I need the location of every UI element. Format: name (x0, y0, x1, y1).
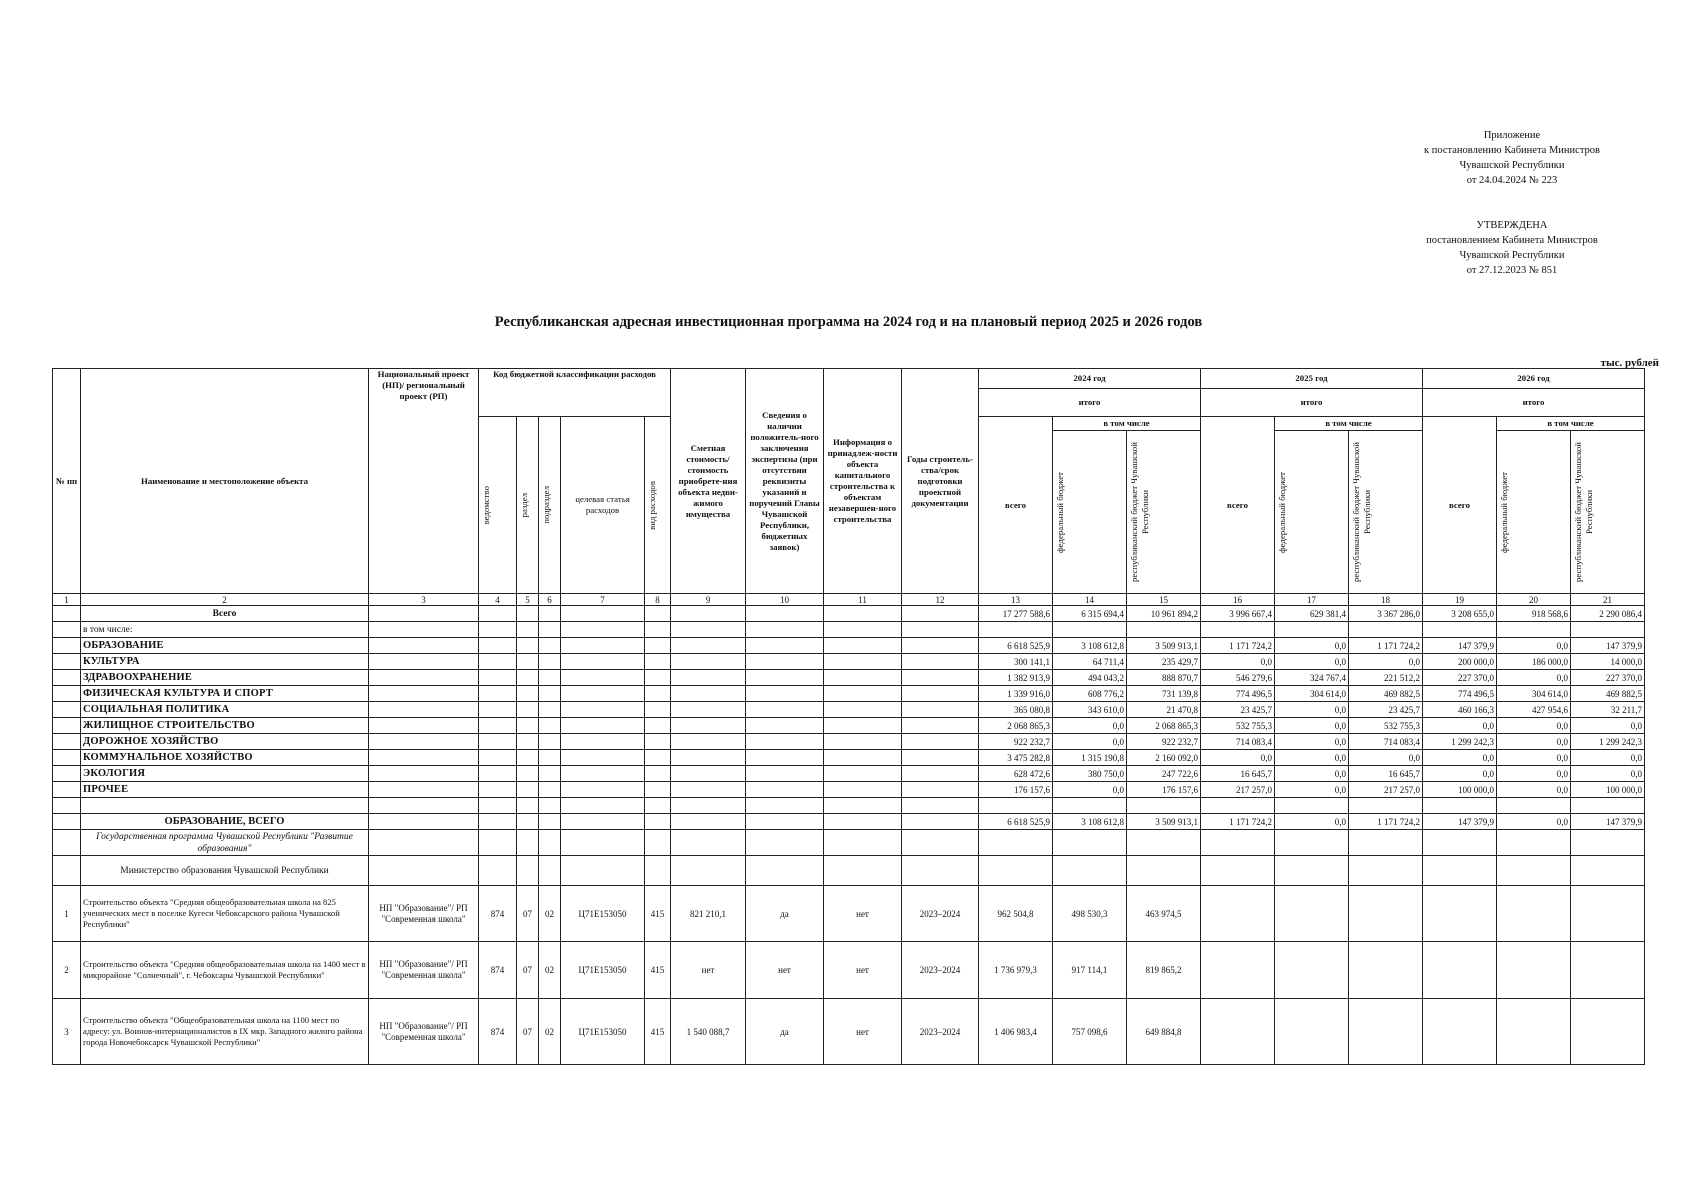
col-number-header: № пп (53, 369, 81, 594)
column-index-cell: 12 (902, 594, 979, 606)
section-value: 3 108 612,8 (1053, 638, 1127, 654)
section-value: 147 379,9 (1571, 638, 1645, 654)
object-value-2024-total: 1 736 979,3 (979, 942, 1053, 999)
object-number: 3 (53, 999, 81, 1065)
approved-line: от 27.12.2023 № 851 (1466, 265, 1558, 276)
section-value: 494 043,2 (1053, 670, 1127, 686)
section-value: 0,0 (1275, 702, 1349, 718)
section-value: 100 000,0 (1571, 782, 1645, 798)
section-value: 176 157,6 (979, 782, 1053, 798)
total-value: 629 381,4 (1275, 606, 1349, 622)
vtom-row (53, 622, 1645, 638)
razdel-header (517, 417, 539, 594)
section-row (53, 782, 1645, 798)
republic-label: республиканский бюджет Чувашской Республики (1129, 442, 1150, 582)
education-total-row (53, 814, 1645, 830)
section-name: ДОРОЖНОЕ ХОЗЯЙСТВО (81, 734, 369, 750)
itogo-2025: итого (1201, 389, 1423, 417)
section-value: 324 767,4 (1275, 670, 1349, 686)
republic-label: республиканский бюджет Чувашской Республики (1573, 442, 1594, 582)
object-row (53, 886, 1645, 942)
republic-2026-header (1571, 431, 1645, 594)
section-name: ОБРАЗОВАНИЕ (81, 638, 369, 654)
section-value: 0,0 (1497, 766, 1571, 782)
total-row (53, 606, 1645, 622)
column-index-cell: 14 (1053, 594, 1127, 606)
section-value: 532 755,3 (1349, 718, 1423, 734)
section-value: 922 232,7 (979, 734, 1053, 750)
object-years: 2023–2024 (902, 942, 979, 999)
section-value: 0,0 (1571, 718, 1645, 734)
section-value: 16 645,7 (1349, 766, 1423, 782)
section-row (53, 766, 1645, 782)
section-value: 1 339 916,0 (979, 686, 1053, 702)
section-value: 217 257,0 (1349, 782, 1423, 798)
section-value: 0,0 (1497, 638, 1571, 654)
section-value: 0,0 (1497, 670, 1571, 686)
section-row (53, 654, 1645, 670)
section-name: ЗДРАВООХРАНЕНИЕ (81, 670, 369, 686)
column-index-cell: 8 (645, 594, 671, 606)
section-value: 0,0 (1053, 782, 1127, 798)
section-value: 380 750,0 (1053, 766, 1127, 782)
object-cost: 821 210,1 (671, 886, 746, 942)
vtom-2025-header: в том числе (1275, 417, 1423, 431)
column-index-cell: 21 (1571, 594, 1645, 606)
section-value: 6 618 525,9 (979, 638, 1053, 654)
object-vr: 415 (645, 942, 671, 999)
column-index-cell: 19 (1423, 594, 1497, 606)
object-years: 2023–2024 (902, 886, 979, 942)
section-value: 0,0 (1349, 750, 1423, 766)
object-value-2024-federal: 757 098,6 (1053, 999, 1127, 1065)
section-value: 2 160 092,0 (1127, 750, 1201, 766)
object-row (53, 999, 1645, 1065)
section-value: 0,0 (1275, 734, 1349, 750)
appendix-line: Приложение (1483, 130, 1541, 141)
itogo-2026: итого (1423, 389, 1645, 417)
vr-header (645, 417, 671, 594)
section-value: 365 080,8 (979, 702, 1053, 718)
column-index-cell: 16 (1201, 594, 1275, 606)
section-value: 714 083,4 (1349, 734, 1423, 750)
col-cost-header: Сметная стоимость/ стоимость приобрете-ния объекта недви-жимого имущества (671, 369, 746, 594)
object-project: НП "Образование"/ РП "Современная школа" (369, 999, 479, 1065)
section-value: 3 509 913,1 (1127, 638, 1201, 654)
federal-label: федеральный бюджет (1499, 471, 1509, 553)
column-index-cell: 20 (1497, 594, 1571, 606)
education-total-value: 0,0 (1275, 814, 1349, 830)
appendix-line: Чувашской Республики (1459, 160, 1565, 171)
republic-2025-header (1349, 431, 1423, 594)
column-index-cell: 7 (561, 594, 645, 606)
column-index-cell: 11 (824, 594, 902, 606)
section-value: 532 755,3 (1201, 718, 1275, 734)
object-razdel: 07 (517, 999, 539, 1065)
approved-line: Чувашской Республики (1459, 250, 1565, 261)
approval-approved (1397, 218, 1627, 278)
total-value: 3 367 286,0 (1349, 606, 1423, 622)
section-value: 469 882,5 (1571, 686, 1645, 702)
section-name: ФИЗИЧЕСКАЯ КУЛЬТУРА И СПОРТ (81, 686, 369, 702)
total-value: 6 315 694,4 (1053, 606, 1127, 622)
object-value-2024-federal: 917 114,1 (1053, 942, 1127, 999)
object-expert: да (746, 999, 824, 1065)
object-value-2024-republic: 463 974,5 (1127, 886, 1201, 942)
section-value: 1 171 724,2 (1349, 638, 1423, 654)
column-index-cell: 3 (369, 594, 479, 606)
section-value: 0,0 (1497, 734, 1571, 750)
approved-line: постановлением Кабинета Министров (1426, 235, 1598, 246)
vr-label: вид расходов (647, 480, 657, 530)
section-value: 714 083,4 (1201, 734, 1275, 750)
object-number: 2 (53, 942, 81, 999)
section-value: 3 475 282,8 (979, 750, 1053, 766)
razdel-label: раздел (519, 492, 529, 518)
approved-line: УТВЕРЖДЕНА (1476, 220, 1548, 231)
section-value: 0,0 (1497, 718, 1571, 734)
total-value: 3 208 655,0 (1423, 606, 1497, 622)
section-value: 0,0 (1571, 750, 1645, 766)
section-value: 0,0 (1497, 782, 1571, 798)
approval-appendix (1397, 128, 1627, 188)
section-value: 14 000,0 (1571, 654, 1645, 670)
csr-header: целевая статья расходов (561, 417, 645, 594)
section-value: 774 496,5 (1423, 686, 1497, 702)
section-value: 2 068 865,3 (1127, 718, 1201, 734)
column-index-cell: 2 (81, 594, 369, 606)
units-label: тыс. рублей (1600, 357, 1659, 369)
vtom-label: в том числе: (81, 622, 369, 638)
section-value: 221 512,2 (1349, 670, 1423, 686)
section-value: 186 000,0 (1497, 654, 1571, 670)
total-value: 918 568,6 (1497, 606, 1571, 622)
section-value: 0,0 (1275, 638, 1349, 654)
section-value: 16 645,7 (1201, 766, 1275, 782)
republic-2024-header (1127, 431, 1201, 594)
section-value: 0,0 (1275, 782, 1349, 798)
col-expert-header: Сведения о наличии положитель-ного заключения экспертизы (при отсутствии реквизиты указаний и поручений Главы Чувашской Республики, бюджетных заявок) (746, 369, 824, 594)
section-value: 1 299 242,3 (1423, 734, 1497, 750)
section-value: 343 610,0 (1053, 702, 1127, 718)
total-label: Всего (81, 606, 369, 622)
vsego-2024-header: всего (979, 417, 1053, 594)
education-total-value: 1 171 724,2 (1349, 814, 1423, 830)
object-vedomstvo: 874 (479, 886, 517, 942)
program-name: Государственная программа Чувашской Республики "Развитие образования" (81, 830, 369, 856)
year-2025-header: 2025 год (1201, 369, 1423, 389)
section-value: 0,0 (1571, 766, 1645, 782)
object-podrazdel: 02 (539, 999, 561, 1065)
object-name: Строительство объекта "Средняя общеобразовательная школа на 1400 мест в микрорайоне "Солнечный", г. Чебоксары Чувашской Республики" (81, 942, 369, 999)
object-value-2024-federal: 498 530,3 (1053, 886, 1127, 942)
section-value: 1 299 242,3 (1571, 734, 1645, 750)
object-expert: нет (746, 942, 824, 999)
education-total-value: 6 618 525,9 (979, 814, 1053, 830)
col-kbk-header: Код бюджетной классификации расходов (479, 369, 671, 417)
education-total-value: 147 379,9 (1423, 814, 1497, 830)
object-csr: Ц71Е153050 (561, 942, 645, 999)
section-row (53, 670, 1645, 686)
appendix-line: к постановлению Кабинета Министров (1424, 145, 1600, 156)
education-total-value: 3 108 612,8 (1053, 814, 1127, 830)
education-total-value: 0,0 (1497, 814, 1571, 830)
section-value: 0,0 (1201, 654, 1275, 670)
column-index-row (53, 594, 1645, 606)
section-value: 0,0 (1275, 654, 1349, 670)
section-value: 2 068 865,3 (979, 718, 1053, 734)
section-value: 469 882,5 (1349, 686, 1423, 702)
vsego-2026-header: всего (1423, 417, 1497, 594)
object-value-2024-republic: 649 884,8 (1127, 999, 1201, 1065)
column-index-cell: 5 (517, 594, 539, 606)
federal-2024-header (1053, 431, 1127, 594)
object-expert: да (746, 886, 824, 942)
section-value: 0,0 (1275, 750, 1349, 766)
ministry-row (53, 856, 1645, 886)
section-value: 0,0 (1423, 766, 1497, 782)
ministry-name: Министерство образования Чувашской Республики (81, 856, 369, 886)
total-value: 2 290 086,4 (1571, 606, 1645, 622)
vtom-2024-header: в том числе (1053, 417, 1201, 431)
object-vedomstvo: 874 (479, 999, 517, 1065)
vsego-2025-header: всего (1201, 417, 1275, 594)
investment-table (52, 368, 1645, 1065)
section-value: 608 776,2 (1053, 686, 1127, 702)
section-value: 427 954,6 (1497, 702, 1571, 718)
section-value: 304 614,0 (1275, 686, 1349, 702)
object-podrazdel: 02 (539, 942, 561, 999)
section-value: 247 722,6 (1127, 766, 1201, 782)
section-value: 217 257,0 (1201, 782, 1275, 798)
section-value: 0,0 (1349, 654, 1423, 670)
year-2024-header: 2024 год (979, 369, 1201, 389)
section-row (53, 702, 1645, 718)
section-value: 731 139,8 (1127, 686, 1201, 702)
section-value: 1 315 190,8 (1053, 750, 1127, 766)
object-row (53, 942, 1645, 999)
itogo-2024: итого (979, 389, 1201, 417)
object-cost: 1 540 088,7 (671, 999, 746, 1065)
section-value: 227 370,0 (1423, 670, 1497, 686)
section-name: СОЦИАЛЬНАЯ ПОЛИТИКА (81, 702, 369, 718)
section-value: 0,0 (1423, 718, 1497, 734)
col-info-header: Информация о принадлеж-ности объекта капитального строительства к объектам незавершен-ного строительства (824, 369, 902, 594)
section-name: КУЛЬТУРА (81, 654, 369, 670)
column-index-cell: 10 (746, 594, 824, 606)
table-body (53, 594, 1645, 798)
object-vr: 415 (645, 886, 671, 942)
section-value: 922 232,7 (1127, 734, 1201, 750)
total-value: 10 961 894,2 (1127, 606, 1201, 622)
education-total-value: 1 171 724,2 (1201, 814, 1275, 830)
object-name: Строительство объекта "Общеобразовательная школа на 1100 мест по адресу: ул. Воинов-интернационалистов в IX мкр. Западного жилого района города Новочебоксарск Чувашской Республики" (81, 999, 369, 1065)
section-value: 546 279,6 (1201, 670, 1275, 686)
col-name-header: Наименование и местоположение объекта (81, 369, 369, 594)
column-index-cell: 9 (671, 594, 746, 606)
section-value: 460 166,3 (1423, 702, 1497, 718)
section-value: 300 141,1 (979, 654, 1053, 670)
education-total-label: ОБРАЗОВАНИЕ, ВСЕГО (81, 814, 369, 830)
section-value: 100 000,0 (1423, 782, 1497, 798)
section-name: КОММУНАЛЬНОЕ ХОЗЯЙСТВО (81, 750, 369, 766)
podrazdel-header (539, 417, 561, 594)
section-value: 32 211,7 (1571, 702, 1645, 718)
column-index-cell: 1 (53, 594, 81, 606)
object-csr: Ц71Е153050 (561, 999, 645, 1065)
object-name: Строительство объекта "Средняя общеобразовательная школа на 825 ученических мест в поселке Кугеси Чебоксарского района Чувашской Республики" (81, 886, 369, 942)
section-value: 0,0 (1423, 750, 1497, 766)
vedomstvo-header (479, 417, 517, 594)
col-project-header: Национальный проект (НП)/ региональный проект (РП) (369, 369, 479, 594)
section-value: 23 425,7 (1201, 702, 1275, 718)
republic-label: республиканский бюджет Чувашской Республики (1351, 442, 1372, 582)
column-index-cell: 18 (1349, 594, 1423, 606)
column-index-cell: 15 (1127, 594, 1201, 606)
object-info: нет (824, 999, 902, 1065)
federal-label: федеральный бюджет (1277, 471, 1287, 553)
vedomstvo-label: ведомство (481, 485, 491, 525)
total-value: 3 996 667,4 (1201, 606, 1275, 622)
object-value-2024-total: 962 504,8 (979, 886, 1053, 942)
section-value: 0,0 (1497, 750, 1571, 766)
document-title: Республиканская адресная инвестиционная программа на 2024 год и на плановый период 2025 и 2026 годов (494, 314, 1203, 330)
section-value: 147 379,9 (1423, 638, 1497, 654)
section-value: 628 472,6 (979, 766, 1053, 782)
section-row (53, 750, 1645, 766)
object-cost: нет (671, 942, 746, 999)
column-index-cell: 17 (1275, 594, 1349, 606)
spacer-row (53, 798, 1645, 814)
section-row (53, 734, 1645, 750)
section-value: 0,0 (1201, 750, 1275, 766)
podrazdel-label: подраздел (541, 486, 551, 524)
section-value: 227 370,0 (1571, 670, 1645, 686)
object-vedomstvo: 874 (479, 942, 517, 999)
section-row (53, 638, 1645, 654)
object-vr: 415 (645, 999, 671, 1065)
section-value: 1 171 724,2 (1201, 638, 1275, 654)
year-2026-header: 2026 год (1423, 369, 1645, 389)
column-index-cell: 13 (979, 594, 1053, 606)
section-value: 304 614,0 (1497, 686, 1571, 702)
object-project: НП "Образование"/ РП "Современная школа" (369, 942, 479, 999)
section-value: 0,0 (1053, 718, 1127, 734)
object-number: 1 (53, 886, 81, 942)
section-name: ЭКОЛОГИЯ (81, 766, 369, 782)
federal-label: федеральный бюджет (1055, 471, 1065, 553)
section-value: 0,0 (1275, 766, 1349, 782)
table-body-objects (53, 798, 1645, 1065)
section-row (53, 718, 1645, 734)
section-value: 888 870,7 (1127, 670, 1201, 686)
object-years: 2023–2024 (902, 999, 979, 1065)
section-value: 21 470,8 (1127, 702, 1201, 718)
federal-2026-header (1497, 431, 1571, 594)
section-value: 0,0 (1053, 734, 1127, 750)
object-razdel: 07 (517, 942, 539, 999)
column-index-cell: 6 (539, 594, 561, 606)
section-value: 0,0 (1275, 718, 1349, 734)
education-total-value: 147 379,9 (1571, 814, 1645, 830)
section-name: ЖИЛИЩНОЕ СТРОИТЕЛЬСТВО (81, 718, 369, 734)
vtom-2026-header: в том числе (1497, 417, 1645, 431)
section-value: 64 711,4 (1053, 654, 1127, 670)
program-row (53, 830, 1645, 856)
section-value: 23 425,7 (1349, 702, 1423, 718)
total-value: 17 277 588,6 (979, 606, 1053, 622)
col-years-header: Годы строитель-ства/срок подготовки проектной документации (902, 369, 979, 594)
section-value: 1 382 913,9 (979, 670, 1053, 686)
appendix-line: от 24.04.2024 № 223 (1466, 175, 1558, 186)
object-info: нет (824, 886, 902, 942)
object-project: НП "Образование"/ РП "Современная школа" (369, 886, 479, 942)
section-value: 200 000,0 (1423, 654, 1497, 670)
object-info: нет (824, 942, 902, 999)
object-value-2024-republic: 819 865,2 (1127, 942, 1201, 999)
section-value: 774 496,5 (1201, 686, 1275, 702)
object-value-2024-total: 1 406 983,4 (979, 999, 1053, 1065)
column-index-cell: 4 (479, 594, 517, 606)
section-value: 235 429,7 (1127, 654, 1201, 670)
object-csr: Ц71Е153050 (561, 886, 645, 942)
table-header (53, 369, 1645, 594)
section-row (53, 686, 1645, 702)
section-name: ПРОЧЕЕ (81, 782, 369, 798)
section-value: 176 157,6 (1127, 782, 1201, 798)
object-razdel: 07 (517, 886, 539, 942)
object-podrazdel: 02 (539, 886, 561, 942)
federal-2025-header (1275, 431, 1349, 594)
education-total-value: 3 509 913,1 (1127, 814, 1201, 830)
